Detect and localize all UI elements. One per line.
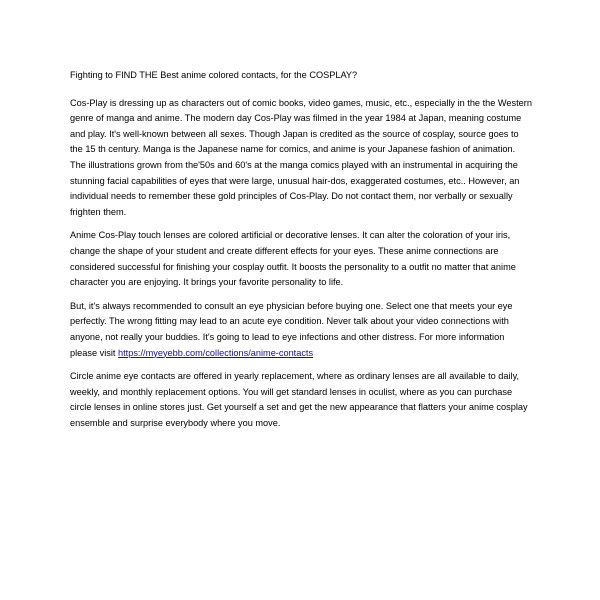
paragraph-circle-lenses: Circle anime eye contacts are offered in yearly replacement, where as ordinary lenses are all available to daily, weekly, and monthly replacement options. You will get standard lenses in oculist, where as you can purchase circle lenses in online stores just. Get yourself a set and get the new appearance that flatters your anime cosplay ensemble and surprise everybody where you move.	[70, 371, 528, 428]
document-page	[70, 68, 532, 439]
paragraph-anime-lenses: Anime Cos-Play touch lenses are colored artificial or decorative lenses. It can alter the coloration of your iris, change the shape of your student and create different effects for your eyes. These anime connections are considered successful for finishing your cosplay outfit. It boosts the personality to a outfit no matter that anime character you are enjoying. It brings your favorite personality to life.	[70, 230, 516, 288]
anime-contacts-link[interactable]: https://myeyebb.com/collections/anime-contacts	[118, 347, 314, 358]
document-title: Fighting to FIND THE Best anime colored contacts, for the COSPLAY?	[70, 70, 358, 80]
paragraph-eye-physician	[70, 299, 532, 361]
paragraph-eye-physician-text: But, it's always recommended to consult an eye physician before buying one. Select one that meets your eye perfectly. The wrong fitting may lead to an acute eye condition. Never talk about your video connections with anyone, not really your buddies. It's going to lead to eye infections and other distress. For more information please visit	[70, 300, 513, 358]
paragraph-cosplay-intro: Cos-Play is dressing up as characters out of comic books, video games, music, etc., especially in the the Western genre of manga and anime. The modern day Cos-Play was filmed in the year 1984 at Japan, meaning costume and play. It's well-known between all sexes. Though Japan is credited as the source of cosplay, source goes to the 15 th century. Manga is the Japanese name for comics, and anime is your Japanese fashion of animation. The illustrations grown from the'50s and 60's at the manga comics played with an instrumental in acquiring the stunning facial capabilities of eyes that were large, unusual hair-dos, exaggerated costumes, etc.. However, an individual needs to remember these gold principles of Cos-Play. Do not contact them, nor verbally or sexually frighten them.	[70, 97, 532, 217]
